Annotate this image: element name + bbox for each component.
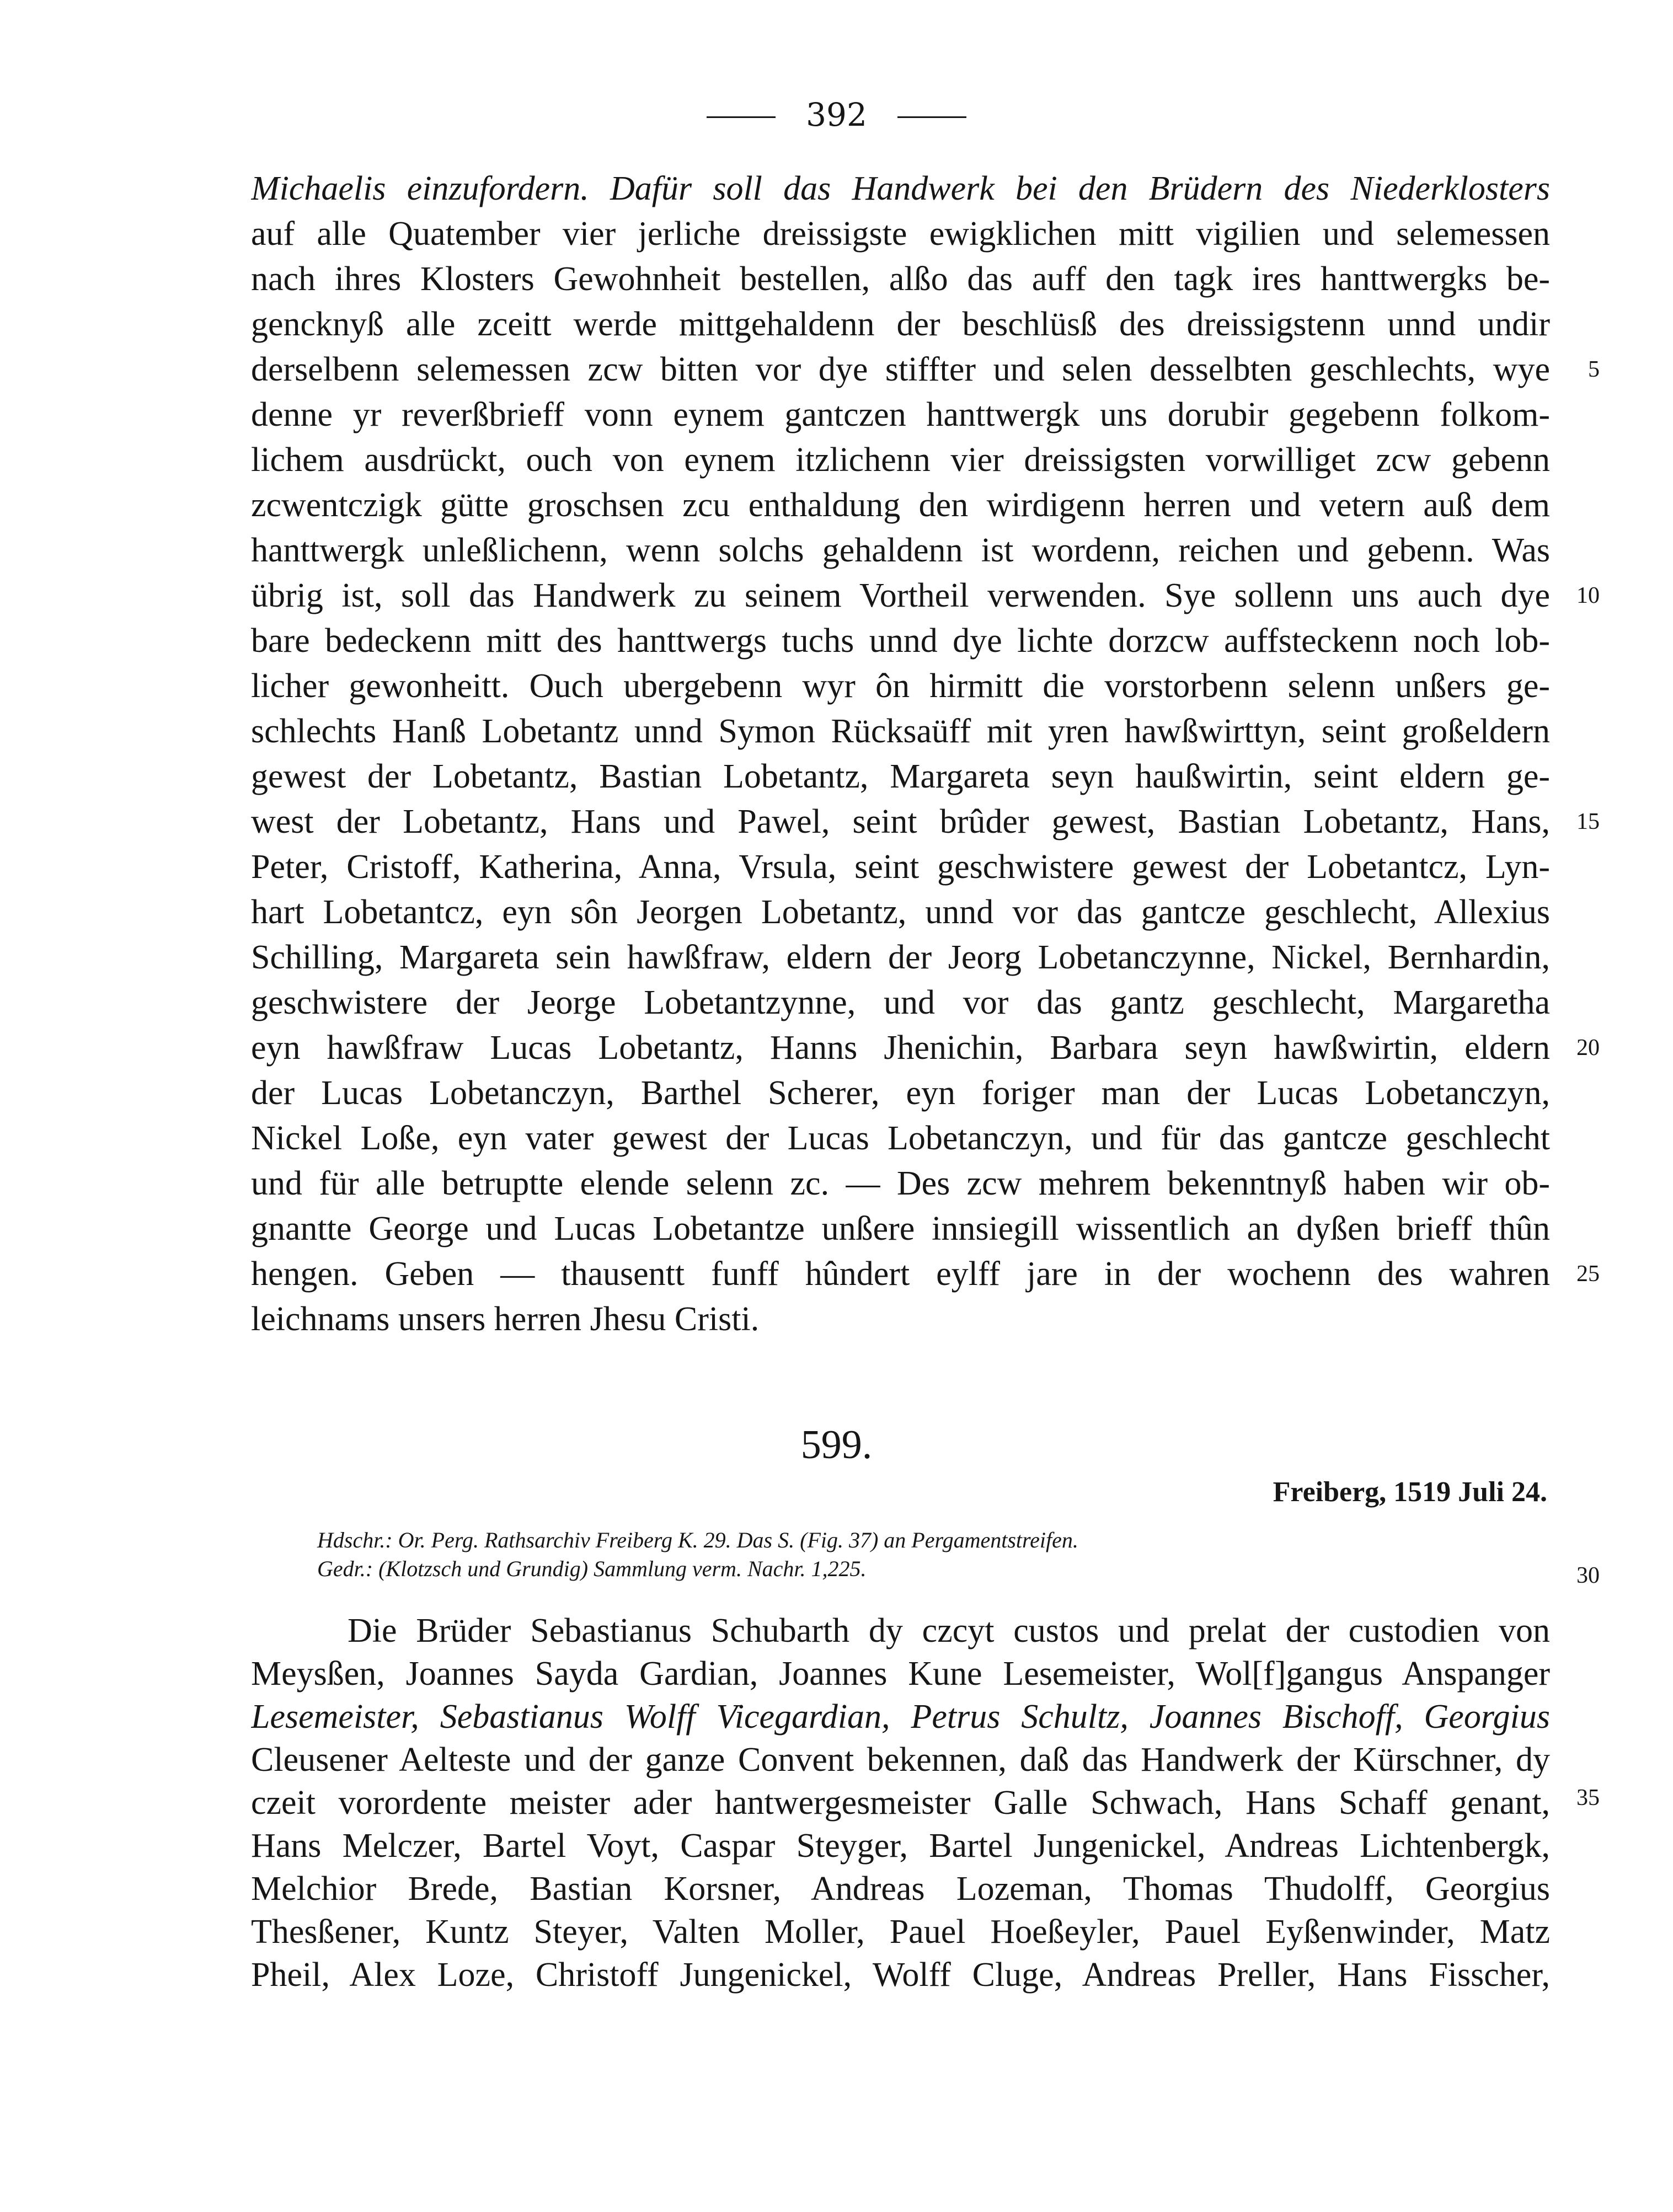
text-line: hengen. Geben — thausentt funff hûndert eylff jare in der wochenn des wahren <box>251 1255 1550 1293</box>
text-line: Lesemeister, Sebastianus Wolff Vicegardian, Petrus Schultz, Joannes Bischoff, Georgius <box>251 1698 1550 1736</box>
margin-line-number: 35 <box>1576 1785 1600 1811</box>
text-line: und für alle betruptte elende selenn zc. — Des zcw mehrem bekenntnyß haben wir ob- <box>251 1165 1550 1202</box>
header-rule-right <box>897 116 966 118</box>
text-line: Nickel Loße, eyn vater gewest der Lucas Lobetanczyn, und für das gantcze geschlecht <box>251 1120 1550 1157</box>
margin-line-number: 15 <box>1576 809 1600 834</box>
text-line: Michaelis einzufordern. Dafür soll das Handwerk bei den Brüdern des Niederklosters <box>251 170 1550 207</box>
page-number: 392 <box>806 96 867 133</box>
text-line: bare bedeckenn mitt des hanttwergs tuchs unnd dye lichte dorzcw auffsteckenn noch lob- <box>251 622 1550 660</box>
text-line: schlechts Hanß Lobetantz unnd Symon Rücksaüff mit yren hawßwirttyn, seint großeldern <box>251 713 1550 750</box>
text-line: übrig ist, soll das Handwerk zu seinem Vortheil verwenden. Sye sollenn uns auch dye <box>251 577 1550 614</box>
text-line: gewest der Lobetantz, Bastian Lobetantz, Margareta seyn haußwirtin, seint eldern ge- <box>251 758 1550 795</box>
text-line: west der Lobetantz, Hans und Pawel, seint brûder gewest, Bastian Lobetantz, Hans, <box>251 803 1550 840</box>
text-line: derselbenn selemessen zcw bitten vor dye stiffter und selen desselbten geschlechts, wye <box>251 351 1550 388</box>
margin-line-number: 25 <box>1576 1261 1600 1287</box>
text-line: Meysßen, Joannes Sayda Gardian, Joannes Kune Lesemeister, Wol[f]gangus Anspanger <box>251 1655 1550 1693</box>
text-line: gencknyß alle zceitt werde mittgehaldenn der beschlüsß des dreissigstenn unnd undir <box>251 306 1550 343</box>
text-line: der Lucas Lobetanczyn, Barthel Scherer, eyn foriger man der Lucas Lobetanczyn, <box>251 1074 1550 1112</box>
header-rule-left <box>707 116 776 118</box>
document-number: 599. <box>800 1422 873 1467</box>
margin-line-number: 10 <box>1576 583 1600 608</box>
text-line: licher gewonheitt. Ouch ubergebenn wyr ôn hirmitt die vorstorbenn selenn unßers ge- <box>251 667 1550 705</box>
manuscript-source: Hdschr.: Or. Perg. Rathsarchiv Freiberg K. 29. Das S. (Fig. 37) an Pergamentstreifen. <box>317 1528 1078 1552</box>
text-line: denne yr reverßbrieff vonn eynem gantczen hanttwergk uns dorubir gegebenn folkom- <box>251 396 1550 433</box>
print-source: Gedr.: (Klotzsch und Grundig) Sammlung verm. Nachr. 1,225. <box>317 1556 867 1581</box>
text-line: Melchior Brede, Bastian Korsner, Andreas Lozeman, Thomas Thudolff, Georgius <box>251 1870 1550 1908</box>
text-line: Schilling, Margareta sein hawßfraw, eldern der Jeorg Lobetanczynne, Nickel, Bernhardin, <box>251 939 1550 976</box>
text-line: nach ihres Klosters Gewohnheit bestellen, alßo das auff den tagk ires hanttwergks be- <box>251 260 1550 298</box>
text-line: geschwistere der Jeorge Lobetantzynne, und vor das gantz geschlecht, Margaretha <box>251 984 1550 1021</box>
place-and-date: Freiberg, 1519 Juli 24. <box>1273 1476 1547 1508</box>
margin-line-number: 5 <box>1588 357 1600 382</box>
text-line: leichnams unsers herren Jhesu Cristi. <box>251 1300 760 1338</box>
text-line: auf alle Quatember vier jerliche dreissigste ewigklichen mitt vigilien und selemessen <box>251 215 1550 253</box>
text-line: Hans Melczer, Bartel Voyt, Caspar Steyger, Bartel Jungenickel, Andreas Lichtenbergk, <box>251 1827 1550 1865</box>
text-line: lichem ausdrückt, ouch von eynem itzlichenn vier dreissigsten vorwilliget zcw gebenn <box>251 441 1550 479</box>
text-line: eyn hawßfraw Lucas Lobetantz, Hanns Jhenichin, Barbara seyn hawßwirtin, eldern <box>251 1029 1550 1067</box>
text-line: Cleusener Aelteste und der ganze Convent bekennen, daß das Handwerk der Kürschner, dy <box>251 1741 1550 1779</box>
text-line: zcwentczigk gütte groschsen zcu enthaldung den wirdigenn herren und vetern auß dem <box>251 486 1550 524</box>
text-line: Die Brüder Sebastianus Schubarth dy czcyt custos und prelat der custodien von <box>348 1612 1550 1649</box>
text-line: gnantte George und Lucas Lobetantze unßere innsiegill wissentlich an dyßen brieff thûn <box>251 1210 1550 1247</box>
text-line: Peter, Cristoff, Katherina, Anna, Vrsula, seint geschwistere gewest der Lobetantcz, Lyn- <box>251 848 1550 886</box>
text-line: Pheil, Alex Loze, Christoff Jungenickel, Wolff Cluge, Andreas Preller, Hans Fisscher, <box>251 1956 1550 1994</box>
margin-line-number: 30 <box>1576 1563 1600 1588</box>
text-line: hart Lobetantcz, eyn sôn Jeorgen Lobetantz, unnd vor das gantcze geschlecht, Allexius <box>251 893 1550 931</box>
text-line: czeit vorordente meister ader hantwergesmeister Galle Schwach, Hans Schaff genant, <box>251 1784 1550 1822</box>
text-line: Thesßener, Kuntz Steyer, Valten Moller, Pauel Hoeßeyler, Pauel Eyßenwinder, Matz <box>251 1913 1550 1951</box>
margin-line-number: 20 <box>1576 1035 1600 1061</box>
page-header <box>0 93 1673 137</box>
text-line: hanttwergk unleßlichenn, wenn solchs gehaldenn ist wordenn, reichen und gebenn. Was <box>251 532 1550 569</box>
